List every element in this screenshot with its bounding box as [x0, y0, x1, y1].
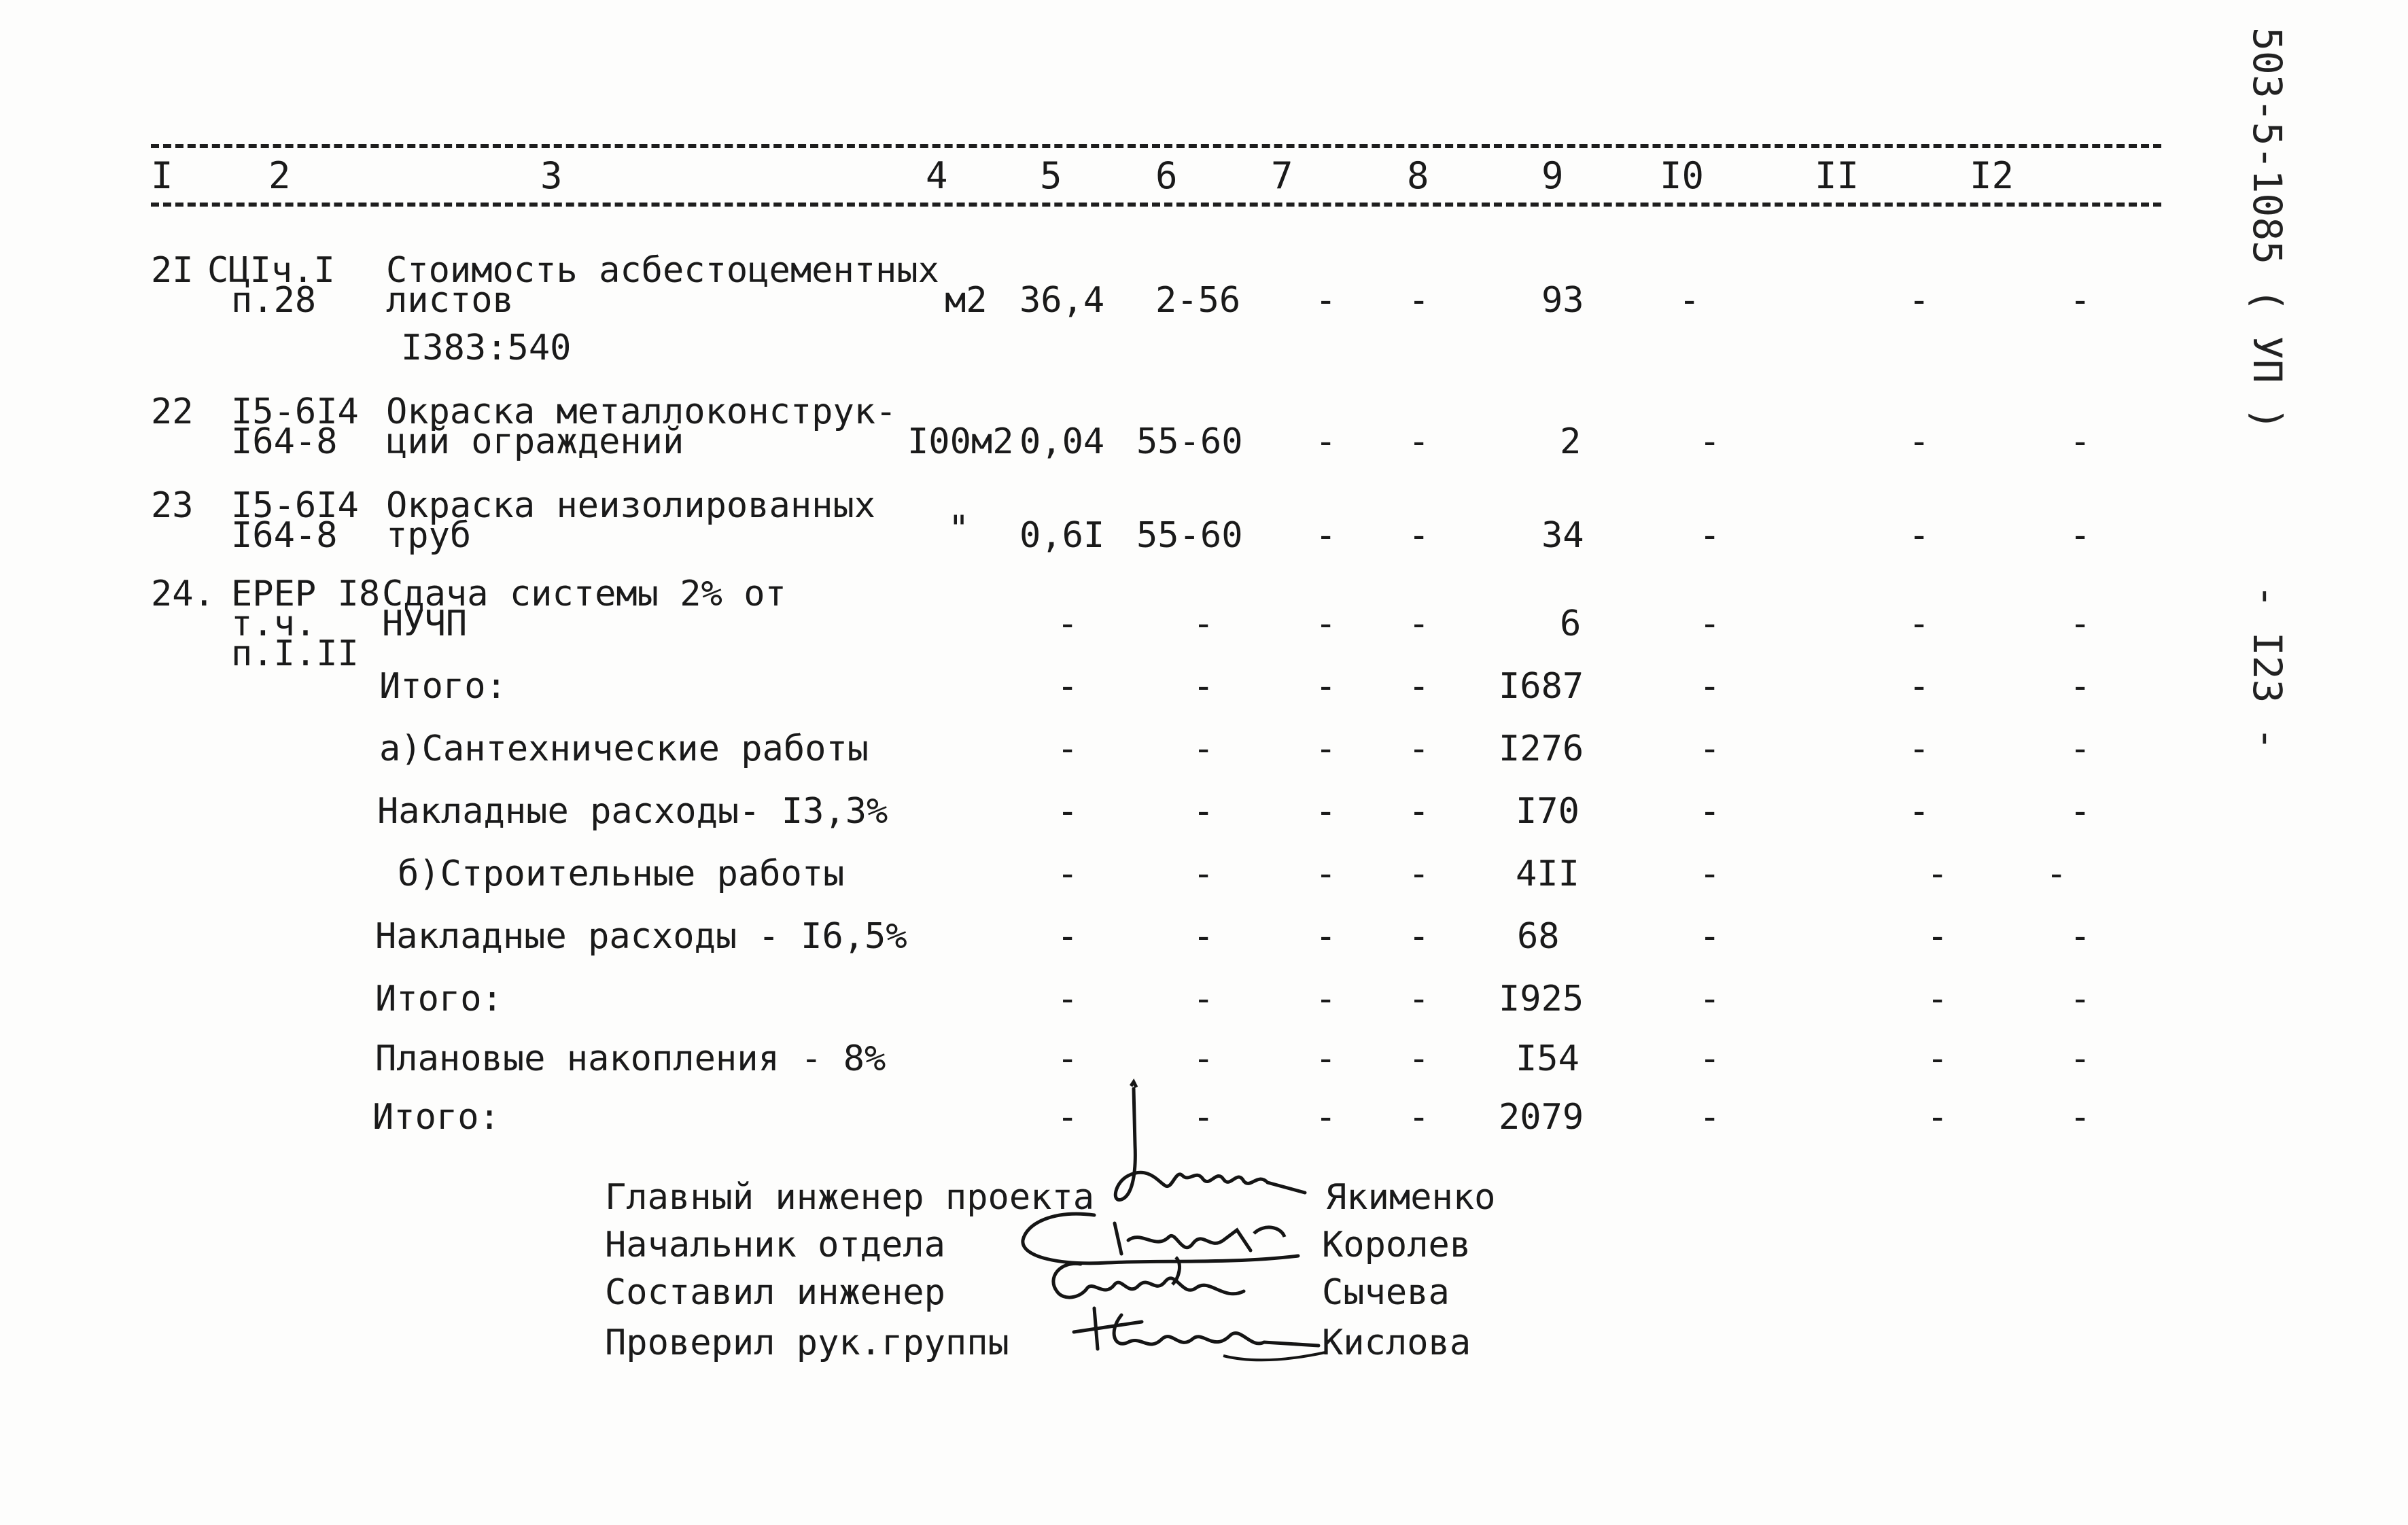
col10-value: -	[1699, 1097, 1721, 1138]
col-header-3: 3	[540, 154, 563, 197]
total-cost: 93	[1541, 280, 1584, 321]
col6-value: -	[1193, 729, 1215, 769]
col6-value: -	[1193, 854, 1215, 894]
unit-cost: -	[1193, 603, 1215, 644]
norm-code-sub: I64-8	[231, 421, 338, 462]
col6-value: -	[1193, 666, 1215, 707]
col11-value: -	[1908, 280, 1930, 321]
col10-value: -	[1699, 603, 1721, 644]
unit: "	[948, 508, 970, 549]
norm-code: I5-6I4	[231, 391, 359, 432]
document-code-stamp	[2222, 27, 2304, 462]
col8-value: -	[1408, 1038, 1430, 1079]
summary-label: а)Сантехнические работы	[379, 729, 869, 769]
col-header-11: II	[1815, 154, 1860, 197]
col12-value: -	[2070, 1097, 2091, 1138]
col12-value: -	[2070, 729, 2091, 769]
col-header-4: 4	[926, 154, 948, 197]
signatory-role: Проверил рук.группы	[605, 1322, 1009, 1363]
col12-value: -	[2070, 916, 2091, 957]
signatory-name: Кислова	[1322, 1322, 1471, 1363]
quantity: 0,6I	[1019, 515, 1105, 556]
col7-value: -	[1315, 1097, 1337, 1138]
col11-value: -	[1908, 603, 1930, 644]
col10-value: -	[1699, 916, 1721, 957]
norm-code: ЕРЕР I8	[231, 574, 381, 614]
col-header-8: 8	[1407, 154, 1429, 197]
col11-value: -	[1908, 515, 1930, 556]
col8-value: -	[1408, 515, 1430, 556]
unit: м2	[945, 280, 988, 321]
col5-value: -	[1057, 791, 1079, 832]
col10-value: -	[1699, 1038, 1721, 1079]
quantity: 0,04	[1019, 421, 1105, 462]
work-description: Стоимость асбестоцементных	[386, 250, 939, 291]
work-description: Окраска неизолированных	[386, 485, 876, 526]
col-header-12: I2	[1970, 154, 2014, 197]
handwritten-signature-chief-engineer	[1101, 1081, 1332, 1216]
unit-cost: 55-60	[1136, 421, 1243, 462]
row-number: 2I	[151, 250, 194, 291]
col5-value: -	[1057, 916, 1079, 957]
col11-value: -	[1927, 854, 1949, 894]
work-description: Окраска металлоконструк-	[386, 391, 897, 432]
col-header-6: 6	[1155, 154, 1178, 197]
col8-value: -	[1408, 603, 1430, 644]
header-top-rule	[151, 144, 2161, 148]
col-header-9: 9	[1541, 154, 1564, 197]
col7-value: -	[1315, 979, 1337, 1019]
row-number: 22	[151, 391, 194, 432]
norm-code: СЦIч.I	[207, 250, 335, 291]
col10-value: -	[1699, 854, 1721, 894]
col11-value: -	[1927, 979, 1949, 1019]
signatory-role: Главный инженер проекта	[605, 1177, 1095, 1218]
col8-value: -	[1408, 1097, 1430, 1138]
norm-code-sub: I64-8	[231, 515, 338, 556]
summary-label: Накладные расходы- I3,3%	[377, 791, 888, 832]
work-description-cont: НУЧП	[382, 603, 468, 644]
total-cost: 2079	[1499, 1097, 1584, 1138]
col7-value: -	[1315, 515, 1337, 556]
work-description-cont: ций ограждений	[386, 421, 684, 462]
col12-value: -	[2046, 854, 2067, 894]
col10-value: -	[1699, 729, 1721, 769]
norm-code: I5-6I4	[231, 485, 359, 526]
total-cost: I70	[1516, 791, 1580, 832]
col6-value: -	[1193, 791, 1215, 832]
col5-value: -	[1057, 729, 1079, 769]
signatory-name: Сычева	[1322, 1272, 1450, 1313]
quantity: -	[1057, 603, 1079, 644]
work-description-cont: труб	[386, 515, 472, 556]
summary-label: Итого:	[375, 979, 503, 1019]
col7-value: -	[1315, 280, 1337, 321]
work-description-note: I383:540	[401, 328, 572, 368]
col7-value: -	[1315, 421, 1337, 462]
norm-code-sub: п.28	[231, 280, 317, 321]
col8-value: -	[1408, 979, 1430, 1019]
col10-value: -	[1679, 280, 1700, 321]
col7-value: -	[1315, 603, 1337, 644]
summary-label: Плановые накопления - 8%	[375, 1038, 886, 1079]
col12-value: -	[2070, 280, 2091, 321]
col6-value: -	[1193, 916, 1215, 957]
col5-value: -	[1057, 666, 1079, 707]
col8-value: -	[1408, 729, 1430, 769]
handwritten-signature-group-lead	[1060, 1301, 1332, 1369]
document-code: 503-5-1085 ( УП )	[2244, 27, 2290, 431]
page-number: - I23 -	[2244, 584, 2290, 751]
summary-label: б)Строительные работы	[398, 854, 845, 894]
total-cost: I54	[1516, 1038, 1580, 1079]
signatory-role: Составил инженер	[605, 1272, 945, 1313]
col6-value: -	[1193, 1097, 1215, 1138]
total-cost: I687	[1499, 666, 1584, 707]
total-cost: 2	[1560, 421, 1582, 462]
col6-value: -	[1193, 979, 1215, 1019]
summary-label: Итого:	[379, 666, 507, 707]
total-cost: 6	[1560, 603, 1582, 644]
signatory-role: Начальник отдела	[605, 1225, 945, 1265]
col11-value: -	[1908, 729, 1930, 769]
unit: I00м2	[907, 421, 1014, 462]
col11-value: -	[1927, 1038, 1949, 1079]
row-number: 24.	[151, 574, 215, 614]
col7-value: -	[1315, 916, 1337, 957]
summary-label: Итого:	[372, 1097, 500, 1138]
col11-value: -	[1927, 916, 1949, 957]
col7-value: -	[1315, 1038, 1337, 1079]
col12-value: -	[2070, 603, 2091, 644]
col7-value: -	[1315, 791, 1337, 832]
col-header-2: 2	[268, 154, 291, 197]
col10-value: -	[1699, 421, 1721, 462]
col-header-7: 7	[1271, 154, 1293, 197]
total-cost: 68	[1517, 916, 1560, 957]
total-cost: 34	[1541, 515, 1584, 556]
col12-value: -	[2070, 979, 2091, 1019]
col10-value: -	[1699, 666, 1721, 707]
total-cost: I276	[1499, 729, 1584, 769]
col10-value: -	[1699, 791, 1721, 832]
col5-value: -	[1057, 1097, 1079, 1138]
col8-value: -	[1408, 280, 1430, 321]
col12-value: -	[2070, 666, 2091, 707]
page-number-block	[2222, 584, 2304, 775]
col5-value: -	[1057, 1038, 1079, 1079]
work-description-cont: листов	[386, 280, 514, 321]
col-header-1: I	[151, 154, 173, 197]
col11-value: -	[1908, 666, 1930, 707]
col-header-5: 5	[1040, 154, 1062, 197]
col11-value: -	[1908, 791, 1930, 832]
col12-value: -	[2070, 1038, 2091, 1079]
col12-value: -	[2070, 515, 2091, 556]
col12-value: -	[2070, 421, 2091, 462]
total-cost: I925	[1499, 979, 1584, 1019]
col11-value: -	[1927, 1097, 1949, 1138]
col10-value: -	[1699, 979, 1721, 1019]
norm-code-sub2: п.I.II	[231, 633, 359, 674]
header-bottom-rule	[151, 203, 2161, 207]
row-number: 23	[151, 485, 194, 526]
total-cost: 4II	[1516, 854, 1580, 894]
col6-value: -	[1193, 1038, 1215, 1079]
col8-value: -	[1408, 791, 1430, 832]
col7-value: -	[1315, 729, 1337, 769]
col8-value: -	[1408, 421, 1430, 462]
summary-label: Накладные расходы - I6,5%	[375, 916, 907, 957]
col8-value: -	[1408, 666, 1430, 707]
col7-value: -	[1315, 854, 1337, 894]
signatory-name: Королев	[1322, 1225, 1471, 1265]
col12-value: -	[2070, 791, 2091, 832]
col8-value: -	[1408, 854, 1430, 894]
col5-value: -	[1057, 979, 1079, 1019]
col7-value: -	[1315, 666, 1337, 707]
col5-value: -	[1057, 854, 1079, 894]
col11-value: -	[1908, 421, 1930, 462]
unit-cost: 55-60	[1136, 515, 1243, 556]
col-header-10: I0	[1660, 154, 1705, 197]
col8-value: -	[1408, 916, 1430, 957]
col10-value: -	[1699, 515, 1721, 556]
norm-code-sub: т.ч.	[231, 603, 317, 644]
quantity: 36,4	[1019, 280, 1105, 321]
signatory-name: Якименко	[1325, 1177, 1496, 1218]
work-description: Сдача системы 2% от	[382, 574, 786, 614]
unit-cost: 2-56	[1155, 280, 1241, 321]
